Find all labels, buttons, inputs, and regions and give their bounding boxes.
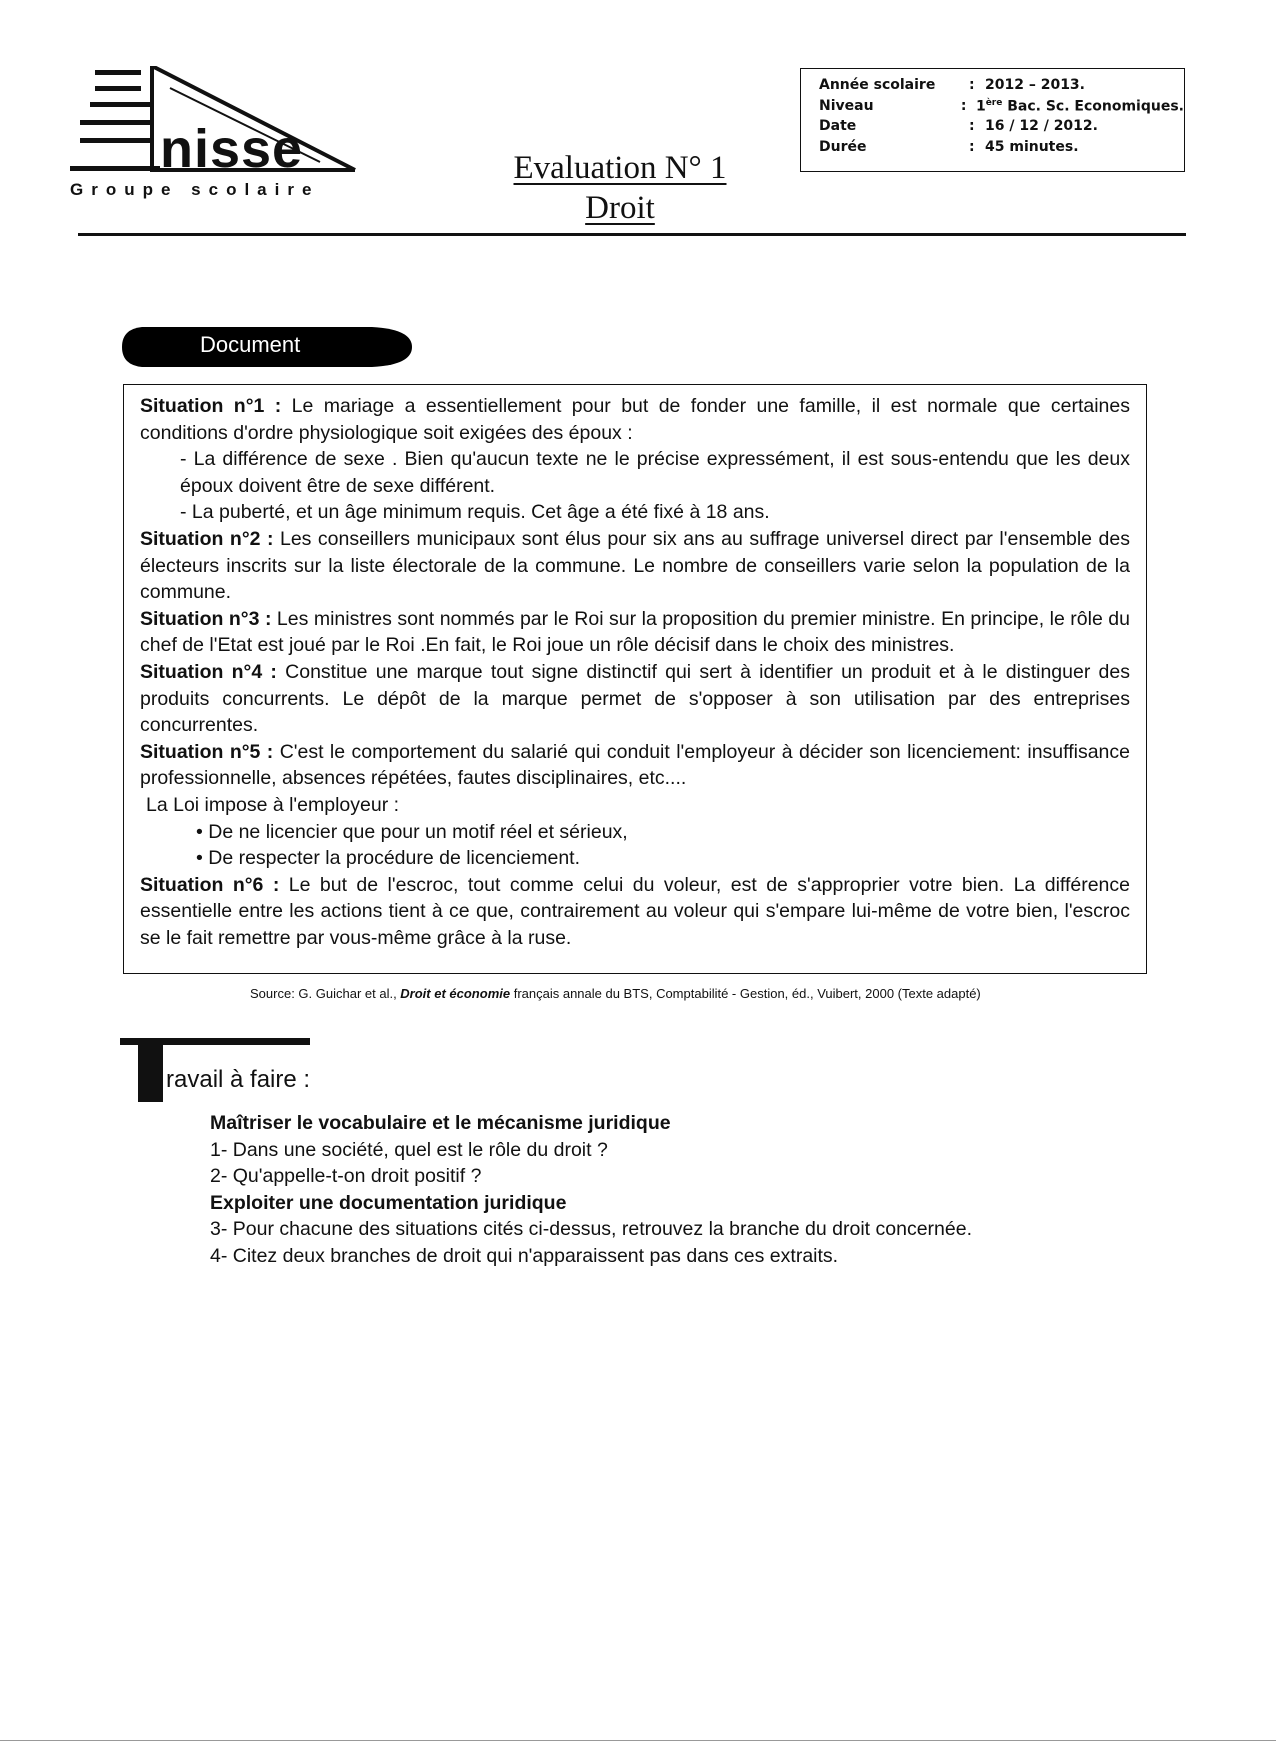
source-prefix: Source: G. Guichar et al., xyxy=(250,986,401,1001)
logo-subtitle: Groupe scolaire xyxy=(70,180,320,199)
situation-1-line: - La puberté, et un âge minimum requis. Cet âge a été fixé à 18 ans. xyxy=(180,501,770,524)
situation-5-line: • De respecter la procédure de licenciement. xyxy=(196,847,581,870)
situation-6-line xyxy=(140,872,1130,952)
task-question: 3- Pour chacune des situations cités ci-dessus, retrouvez la branche du droit concernée. xyxy=(210,1218,972,1241)
info-row-date xyxy=(819,118,1184,139)
travail-t-stem xyxy=(138,1038,163,1102)
info-row-year xyxy=(819,77,1184,98)
situation-label: Situation n°2 : xyxy=(140,527,280,550)
info-colon: : xyxy=(960,97,967,114)
title-evaluation: Evaluation N° 1 xyxy=(513,150,727,186)
situation-1-line xyxy=(140,393,1130,446)
situation-5-line xyxy=(140,739,1130,792)
info-box xyxy=(800,68,1185,172)
situation-1-line: - La différence de sexe . Bien qu'aucun texte ne le précise expressément, il est sous-entendu que les deux époux doivent être de sexe différent. xyxy=(180,448,1130,497)
bottom-divider xyxy=(0,1740,1276,1741)
task-question: 2- Qu'appelle-t-on droit positif ? xyxy=(210,1165,482,1188)
situation-text: Le mariage a essentiellement pour but de fonder une famille, il est normale que certaines conditions d'ordre physiologique soit exigées des époux : xyxy=(140,395,1130,444)
info-value: 45 minutes. xyxy=(985,138,1079,155)
travail-heading: ravail à faire : xyxy=(166,1066,311,1093)
info-row-duration xyxy=(819,139,1184,160)
info-value: 1ère Bac. Sc. Economiques. xyxy=(975,97,1184,115)
info-value: 2012 – 2013. xyxy=(985,77,1085,93)
source-title: Droit et économie xyxy=(400,986,511,1001)
document-pill-label: Document xyxy=(200,332,301,357)
situation-text: Constitue une marque tout signe distinctif qui sert à identifier un produit et à le distinguer des produits concurrents. Le dépôt de la marque permet de s'opposer à son utilisation par des entreprises concurrentes. xyxy=(140,660,1131,737)
task-question: 4- Citez deux branches de droit qui n'apparaissent pas dans ces extraits. xyxy=(210,1244,839,1267)
situation-text: Le but de l'escroc, tout comme celui du voleur, est de s'approprier votre bien. La différence essentielle entre les actions tient à ce que, contrairement au voleur qui s'empare lui-même de votre bien, l'escroc se le fait remettre par vous-même grâce à la ruse. xyxy=(140,873,1131,949)
info-colon: : xyxy=(969,77,975,93)
school-logo xyxy=(70,66,370,199)
task-section-heading: Maîtriser le vocabulaire et le mécanisme juridique xyxy=(210,1112,671,1134)
logo-name: nisse xyxy=(160,119,304,179)
info-label: Date xyxy=(819,118,857,134)
task-question: 1- Dans une société, quel est le rôle du droit ? xyxy=(210,1138,608,1161)
situation-label: Situation n°1 : xyxy=(140,395,292,417)
page-title xyxy=(470,150,770,227)
situation-label: Situation n°3 : xyxy=(140,607,277,630)
task-section-heading: Exploiter une documentation juridique xyxy=(210,1191,567,1214)
source-suffix: français annale du BTS, Comptabilité - Gestion, éd., Vuibert, 2000 (Texte adapté) xyxy=(510,986,981,1001)
situation-5-line: La Loi impose à l'employeur : xyxy=(146,793,400,816)
task-list xyxy=(210,1110,972,1270)
situation-label: Situation n°6 : xyxy=(140,873,289,896)
situation-5-line: • De ne licencier que pour un motif réel et sérieux, xyxy=(196,820,628,843)
superscript: ère xyxy=(985,97,1003,108)
situation-text: Les ministres sont nommés par le Roi sur la proposition du premier ministre. En principe, le rôle du chef de l'Etat est joué par le Roi .En fait, le Roi joue un rôle décisif dans le choix des ministres. xyxy=(140,607,1130,657)
situation-4-line xyxy=(140,659,1130,739)
info-label: Année scolaire xyxy=(819,77,936,93)
situation-3-line xyxy=(140,606,1130,659)
source-citation xyxy=(250,986,1150,1001)
situation-2-line xyxy=(140,526,1130,606)
info-colon: : xyxy=(969,138,975,155)
info-value: 16 / 12 / 2012. xyxy=(985,118,1098,134)
info-label: Niveau xyxy=(819,97,874,114)
situation-label: Situation n°4 : xyxy=(140,660,286,683)
info-label: Durée xyxy=(819,138,867,155)
situation-text: C'est le comportement du salarié qui conduit l'employeur à décider son licenciement: insuffisance professionnelle, absences répétées, fautes disciplinaires, etc.... xyxy=(140,740,1130,790)
header-divider xyxy=(78,233,1186,236)
info-colon: : xyxy=(969,118,975,134)
title-subject: Droit xyxy=(585,190,655,227)
info-row-level xyxy=(819,98,1184,119)
document-box xyxy=(123,384,1147,974)
situation-label: Situation n°5 : xyxy=(140,740,280,763)
situation-text: Les conseillers municipaux sont élus pour six ans au suffrage universel direct par l'ensemble des électeurs inscrits sur la liste électorale de la commune. Le nombre de conseillers varie selon la population de la commune. xyxy=(140,527,1130,604)
